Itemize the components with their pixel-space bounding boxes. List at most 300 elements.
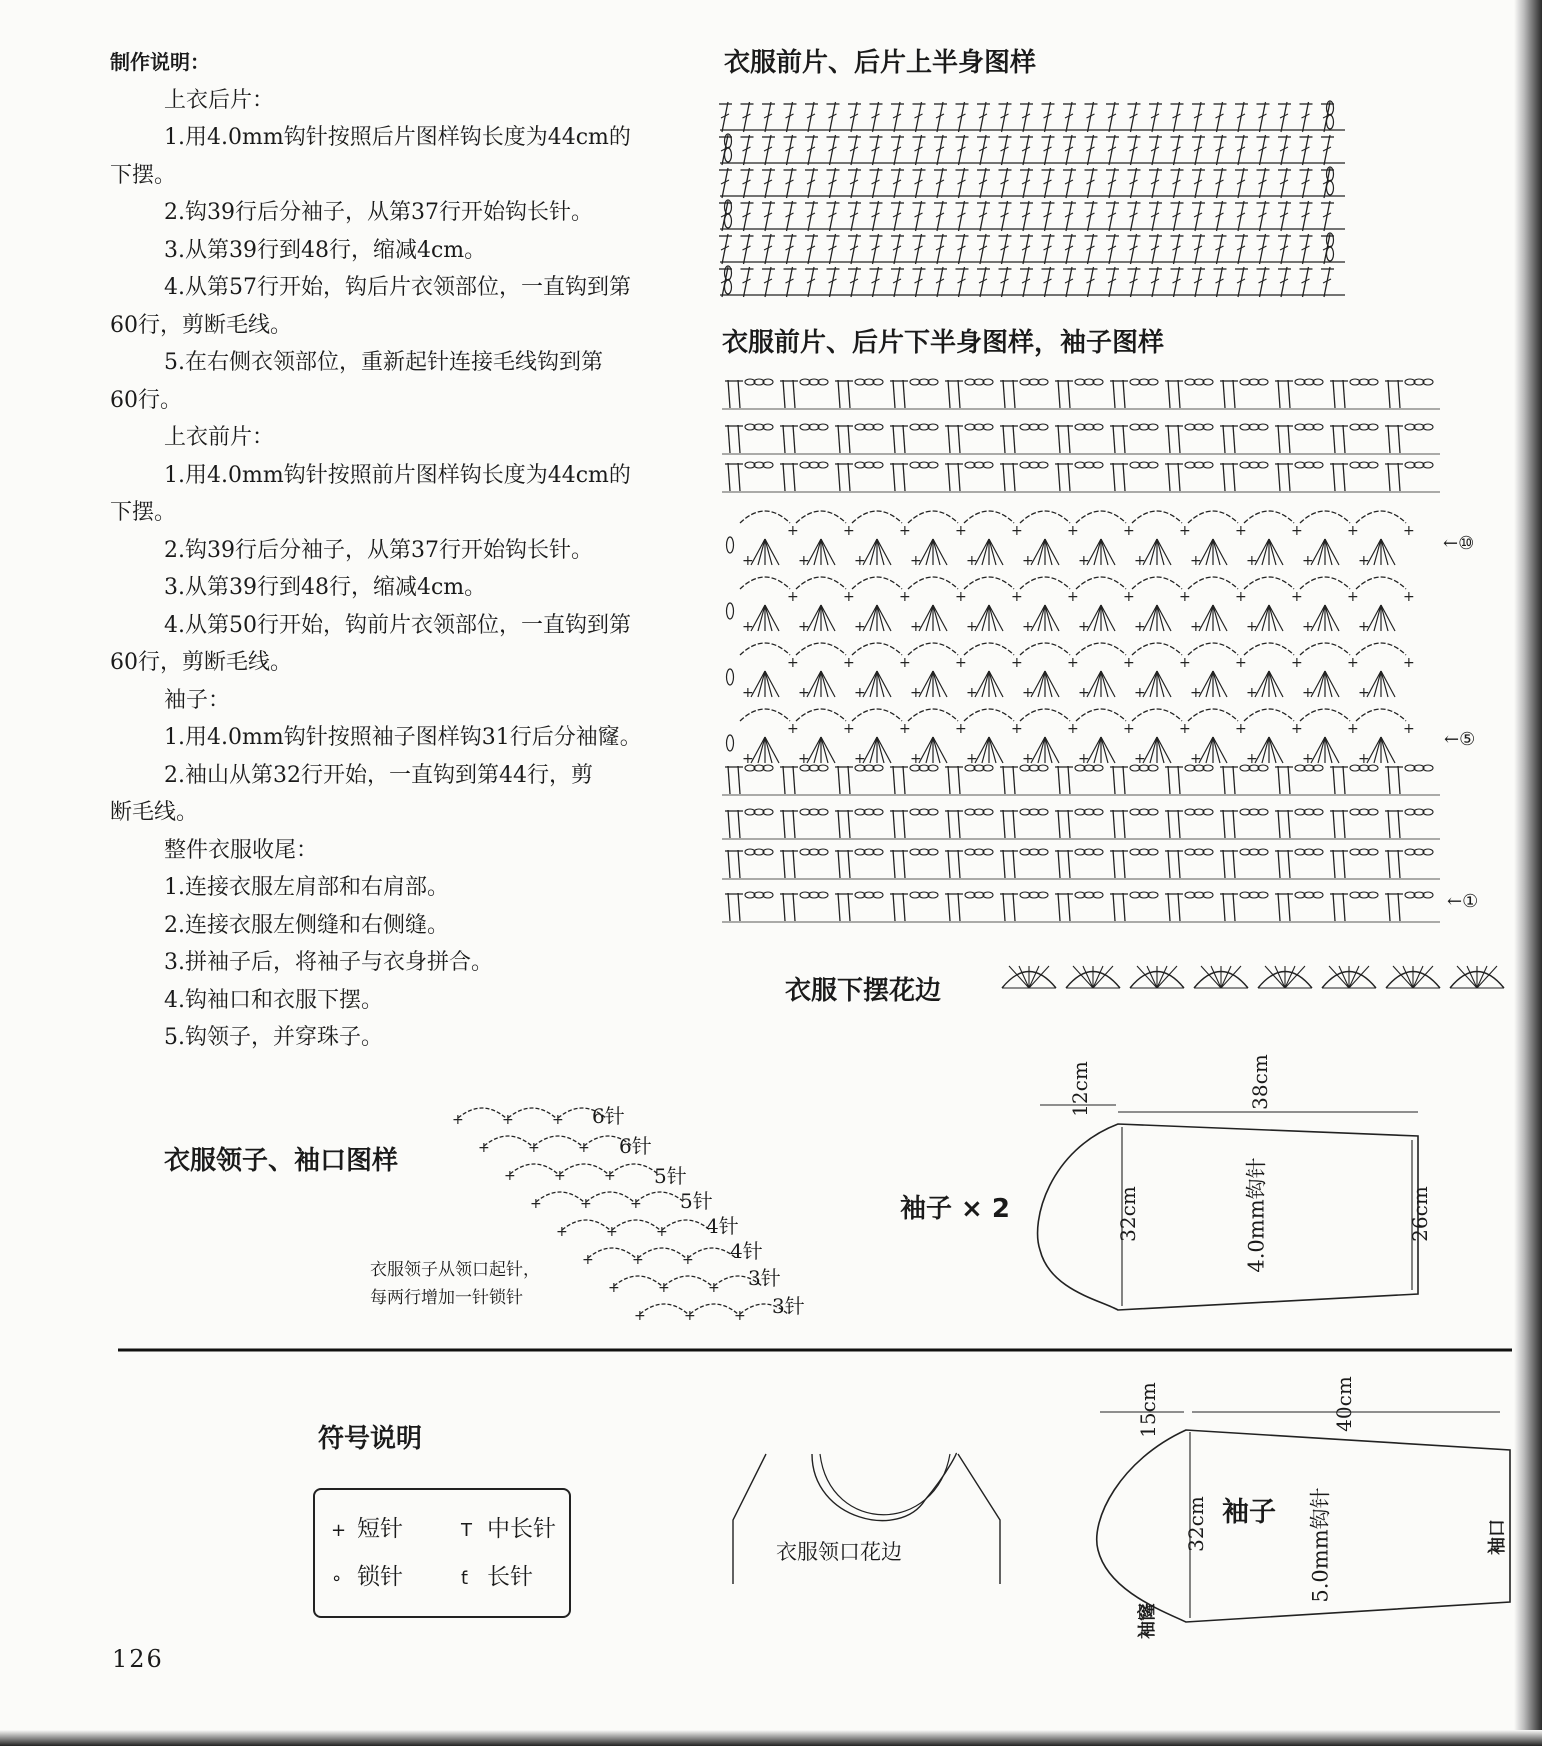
hem-shell-dc (1349, 966, 1359, 988)
dc-stitch (1123, 463, 1125, 491)
sc-mark: + (955, 589, 967, 605)
fan-dc (1206, 605, 1213, 631)
legend-dc: ƭ 长针 (461, 1564, 533, 1590)
dc-stitch (1233, 810, 1235, 838)
fan-dc (1381, 737, 1388, 763)
dc-stitch (1233, 463, 1235, 491)
dc-stitch (1288, 380, 1290, 408)
fan-dc (933, 539, 940, 565)
fan-dc (1325, 737, 1332, 763)
fan-dc (1101, 539, 1115, 565)
dc-stitch (1068, 850, 1070, 878)
sc-mark: + (1291, 523, 1303, 539)
dc-stitch (783, 463, 785, 491)
instruction-line: 60行，剪断毛线。 (110, 312, 292, 338)
fan-dc (1206, 737, 1213, 763)
sc-mark: + (1246, 751, 1258, 767)
sleeve1-dim-32cm: 32cm (1115, 1186, 1140, 1242)
fan-dc (765, 605, 779, 631)
collar-chain-arch (688, 1248, 736, 1258)
sc-mark: + (1011, 721, 1023, 737)
dc-stitch (893, 810, 895, 838)
turning-chain (727, 537, 734, 553)
sc-mark: + (843, 721, 855, 737)
sc-mark: + (1235, 655, 1247, 671)
dc-stitch (1278, 380, 1280, 408)
dc-stitch (1123, 425, 1125, 453)
dc-stitch (903, 850, 905, 878)
fan-dc (1206, 671, 1213, 697)
sc-mark: + (1134, 751, 1146, 767)
dc-stitch (903, 425, 905, 453)
dc-stitch (893, 463, 895, 491)
dc-stitch (1113, 850, 1115, 878)
dc-stitch (783, 850, 785, 878)
legend-hdc: T 中长针 (461, 1516, 556, 1542)
fan-dc (1374, 671, 1381, 697)
sc-mark: + (1022, 619, 1034, 635)
collar-chain-arch (664, 1276, 712, 1286)
page-number: 126 (112, 1645, 164, 1673)
sleeve2-hook-label: 5.0mm钩针 (1308, 1487, 1333, 1603)
hem-shell-dc (1029, 966, 1039, 988)
chain-arch (1020, 709, 1070, 721)
dc-stitch (1178, 463, 1180, 491)
fan-dc (1213, 605, 1220, 631)
fan-dc (821, 539, 835, 565)
hem-shell-dc (1029, 966, 1049, 988)
turning-chain (727, 603, 734, 619)
dc-stitch (1013, 380, 1015, 408)
collar-chain-arch (640, 1304, 688, 1314)
dc-stitch (1223, 380, 1225, 408)
chain-arch (1132, 577, 1182, 589)
dc-stitch (738, 766, 740, 794)
dc-stitch (1113, 463, 1115, 491)
fan-dc (1381, 605, 1395, 631)
dc-stitch (1123, 766, 1125, 794)
dc-stitch (1003, 380, 1005, 408)
dc-stitch (838, 463, 840, 491)
fan-dc (1094, 671, 1101, 697)
collar-chain-arch (662, 1220, 710, 1230)
dc-stitch (958, 810, 960, 838)
sc-mark: + (787, 655, 799, 671)
fan-dc (1213, 737, 1227, 763)
fan-dc (1381, 539, 1395, 565)
chain-arch (964, 511, 1014, 523)
sc-mark: + (1022, 751, 1034, 767)
fan-dc (1101, 671, 1115, 697)
hem-shell-dc (1221, 966, 1231, 988)
fan-dc (814, 671, 821, 697)
dc-stitch (738, 893, 740, 921)
fan-dc (1269, 737, 1276, 763)
dc-stitch (1288, 810, 1290, 838)
dc-stitch (1288, 766, 1290, 794)
sc-mark: + (658, 1280, 670, 1296)
collar-chain-arch (586, 1192, 634, 1202)
instruction-line: 2.袖山从第32行开始，一直钩到第44行，剪 (164, 762, 593, 788)
collar-count-1: 6针 (592, 1104, 625, 1128)
fan-dc (1381, 671, 1388, 697)
dc-stitch (1013, 893, 1015, 921)
dc-stitch (1058, 463, 1060, 491)
symbol-legend (313, 1488, 571, 1618)
dc-stitch (1398, 425, 1400, 453)
chain-arch (740, 709, 790, 721)
hem-shell-dc (1137, 966, 1157, 988)
hem-shell-dc (1093, 966, 1103, 988)
sc-mark: + (854, 553, 866, 569)
collar-chain-arch (560, 1164, 608, 1174)
fan-dc (814, 539, 821, 565)
sc-mark: + (1022, 685, 1034, 701)
sc-mark: + (798, 619, 810, 635)
dc-stitch (1223, 425, 1225, 453)
dc-stitch (848, 380, 850, 408)
dc-stitch (1233, 766, 1235, 794)
hem-shell-dc (1457, 966, 1477, 988)
fan-dc (982, 737, 989, 763)
dc-stitch (958, 850, 960, 878)
sc-mark: + (1123, 721, 1135, 737)
upper-pattern-title: 衣服前片、后片上半身图样 (724, 48, 1037, 78)
collar-count-4: 5针 (680, 1189, 713, 1213)
chain-arch (852, 511, 902, 523)
fan-dc (1325, 671, 1339, 697)
dc-stitch (1223, 766, 1225, 794)
fan-dc (1101, 605, 1108, 631)
fan-dc (1262, 605, 1269, 631)
collar-chain-arch (536, 1192, 584, 1202)
sc-mark: + (608, 1280, 620, 1296)
sc-mark: + (1347, 589, 1359, 605)
sc-mark: + (910, 685, 922, 701)
sc-mark: + (1067, 523, 1079, 539)
chain-arch (740, 511, 790, 523)
fan-dc (1374, 737, 1381, 763)
dc-stitch (1178, 380, 1180, 408)
fan-dc (1045, 605, 1052, 631)
dc-stitch (1223, 850, 1225, 878)
collar-count-7: 3针 (748, 1266, 781, 1290)
fan-dc (1269, 671, 1283, 697)
dc-stitch (1343, 425, 1345, 453)
chain-arch (1020, 577, 1070, 589)
dc-stitch (948, 893, 950, 921)
chain-arch (1188, 643, 1238, 655)
dc-stitch (838, 766, 840, 794)
sc-mark: + (1190, 619, 1202, 635)
fan-dc (1213, 539, 1220, 565)
dc-stitch (1068, 380, 1070, 408)
chain-arch (1244, 577, 1294, 589)
hem-shell-dc (1413, 966, 1423, 988)
sc-mark: + (1358, 751, 1370, 767)
dc-stitch (1168, 425, 1170, 453)
sc-mark: + (1179, 523, 1191, 539)
sc-mark: + (1011, 523, 1023, 539)
dc-stitch (838, 850, 840, 878)
sc-mark: + (582, 1252, 594, 1268)
neckline-edging-label: 衣服领口花边 (776, 1540, 902, 1564)
collar-chain-arch (610, 1164, 658, 1174)
dc-stitch (1113, 425, 1115, 453)
sc-mark: + (1403, 655, 1415, 671)
dc-stitch (1178, 425, 1180, 453)
fan-dc (1325, 737, 1339, 763)
sc-mark: + (556, 1224, 568, 1240)
dc-stitch (958, 893, 960, 921)
fan-dc (1038, 605, 1045, 631)
chain-arch (1300, 643, 1350, 655)
sc-mark: + (854, 685, 866, 701)
sc-mark: + (854, 619, 866, 635)
dc-stitch (1123, 893, 1125, 921)
chain-arch (1188, 577, 1238, 589)
fan-dc (1150, 671, 1157, 697)
dc-stitch (838, 425, 840, 453)
instruction-line: 1.用4.0mm钩针按照前片图样钩长度为44cm的 (164, 462, 631, 488)
sc-mark: + (1302, 685, 1314, 701)
hem-shell-dc (1083, 966, 1093, 988)
fan-dc (1150, 737, 1157, 763)
chain-arch (1132, 511, 1182, 523)
fan-dc (870, 671, 877, 697)
chain-arch (1076, 577, 1126, 589)
instruction-line: 上衣后片： (164, 87, 275, 113)
dc-stitch (1168, 810, 1170, 838)
legend-ch: ∘ 锁针 (331, 1564, 403, 1590)
dc-stitch (1398, 766, 1400, 794)
dc-stitch (1398, 850, 1400, 878)
fan-dc (989, 605, 1003, 631)
chain-arch (1020, 643, 1070, 655)
dc-stitch (728, 893, 730, 921)
hem-shell-dc (1285, 966, 1295, 988)
dc-stitch (1278, 850, 1280, 878)
dc-stitch (1233, 893, 1235, 921)
fan-dc (877, 539, 884, 565)
sc-mark: + (798, 751, 810, 767)
fan-dc (758, 605, 765, 631)
sc-mark: + (1123, 589, 1135, 605)
fan-dc (982, 605, 989, 631)
hem-shell-dc (1009, 966, 1029, 988)
dc-stitch (1178, 893, 1180, 921)
dc-stitch (838, 380, 840, 408)
fan-dc (933, 605, 940, 631)
dc-stitch (1343, 893, 1345, 921)
collar-chain-arch (614, 1276, 662, 1286)
collar-chain-arch (612, 1220, 660, 1230)
dc-stitch (1068, 810, 1070, 838)
fan-dc (1262, 539, 1269, 565)
chain-arch (796, 709, 846, 721)
fan-dc (926, 605, 933, 631)
hem-shell-dc (1093, 966, 1113, 988)
sc-mark: + (1123, 523, 1135, 539)
hem-shell-dc (1393, 966, 1413, 988)
dc-stitch (793, 893, 795, 921)
fan-dc (926, 737, 933, 763)
chain-arch (796, 577, 846, 589)
fan-dc (1157, 737, 1164, 763)
fan-dc (1157, 539, 1171, 565)
sleeve2-armhole-label: 袖窿 (1137, 1603, 1158, 1639)
dc-stitch (1178, 850, 1180, 878)
sc-mark: + (955, 655, 967, 671)
fan-dc (1213, 539, 1227, 565)
sc-mark: + (1011, 589, 1023, 605)
sc-mark: + (1291, 589, 1303, 605)
chain-arch (1132, 643, 1182, 655)
dc-stitch (1058, 810, 1060, 838)
hem-shell-dc (1403, 966, 1413, 988)
dc-stitch (848, 425, 850, 453)
sleeve2-cuff-label: 袖口 (1487, 1519, 1508, 1555)
fan-dc (1269, 539, 1276, 565)
fan-dc (1325, 539, 1339, 565)
dc-icon: ƭ (461, 1568, 469, 1589)
fan-dc (926, 671, 933, 697)
fan-dc (1381, 605, 1388, 631)
dc-stitch (848, 463, 850, 491)
sc-mark: + (708, 1280, 720, 1296)
fan-dc (765, 539, 779, 565)
fan-dc (877, 605, 891, 631)
hem-shell-dc (1211, 966, 1221, 988)
instruction-line: 60行，剪断毛线。 (110, 650, 292, 675)
collar-note-line-2: 每两行增加一针锁针 (370, 1288, 523, 1308)
fan-dc (758, 737, 765, 763)
sc-mark: + (530, 1196, 542, 1212)
dc-stitch (1113, 766, 1115, 794)
dc-stitch (1003, 463, 1005, 491)
turning-chain (727, 735, 734, 751)
instruction-line: 4.从第57行开始，钩后片衣领部位，一直钩到第 (164, 275, 631, 300)
fan-dc (989, 539, 996, 565)
dc-stitch (1013, 425, 1015, 453)
hem-shell-dc (1329, 966, 1349, 988)
chain-arch (964, 643, 1014, 655)
dc-stitch (1388, 893, 1390, 921)
dc-stitch (1223, 463, 1225, 491)
chain-arch (1300, 511, 1350, 523)
sc-mark: + (966, 553, 978, 569)
dc-stitch (903, 380, 905, 408)
sc-mark: + (684, 1308, 696, 1324)
instruction-line: 下摆。 (110, 162, 177, 188)
sc-mark: + (1190, 685, 1202, 701)
dc-stitch (1113, 893, 1115, 921)
fan-dc (1038, 737, 1045, 763)
chain-arch (852, 709, 902, 721)
sc-mark: + (452, 1112, 464, 1128)
fan-dc (933, 605, 947, 631)
dc-stitch (1123, 850, 1125, 878)
fan-dc (821, 605, 828, 631)
dc-stitch (783, 766, 785, 794)
dc-stitch (1058, 850, 1060, 878)
dc-stitch (948, 380, 950, 408)
fan-dc (926, 539, 933, 565)
dc-stitch (1013, 850, 1015, 878)
chain-arch (852, 643, 902, 655)
sc-mark: + (966, 619, 978, 635)
fan-dc (1094, 539, 1101, 565)
row-marker-5: ←⑤ (1444, 729, 1476, 750)
instruction-line: 4.从第50行开始，钩前片衣领部位，一直钩到第 (164, 612, 631, 638)
fan-dc (1045, 539, 1052, 565)
dc-stitch (738, 463, 740, 491)
fan-dc (1325, 605, 1332, 631)
instruction-line: 1.用4.0mm钩针按照袖子图样钩31行后分袖窿。 (164, 725, 642, 750)
dc-stitch (1333, 463, 1335, 491)
dc-stitch (893, 850, 895, 878)
hem-shell-dc (1349, 966, 1369, 988)
fan-dc (821, 737, 835, 763)
dc-stitch (1233, 425, 1235, 453)
sc-mark: + (1179, 655, 1191, 671)
dc-stitch (1343, 766, 1345, 794)
instruction-line: 下摆。 (110, 500, 177, 525)
plus-icon: + (331, 1520, 347, 1541)
dc-stitch (728, 810, 730, 838)
hem-shell-dc (1201, 966, 1221, 988)
sc-mark: + (1246, 619, 1258, 635)
sc-mark: + (742, 751, 754, 767)
dc-stitch (1278, 766, 1280, 794)
dc-stitch (1058, 766, 1060, 794)
dc-stitch (1388, 766, 1390, 794)
collar-chain-arch (508, 1108, 556, 1118)
row-marker-1: ←① (1447, 891, 1479, 912)
dc-stitch (893, 425, 895, 453)
fan-dc (765, 671, 772, 697)
instruction-line: 5.钩领子，并穿珠子。 (164, 1025, 383, 1050)
dc-stitch (1333, 380, 1335, 408)
hem-shell-dc (1477, 966, 1497, 988)
fan-dc (1157, 671, 1164, 697)
sc-mark: + (1246, 553, 1258, 569)
sc-mark: + (632, 1252, 644, 1268)
dc-stitch (903, 810, 905, 838)
fan-dc (1045, 737, 1059, 763)
collar-note-line-1: 衣服领子从领口起针， (370, 1260, 540, 1280)
dc-stitch (958, 425, 960, 453)
dc-stitch (738, 850, 740, 878)
sleeve1-dim-26cm: 26cm (1407, 1186, 1432, 1242)
fan-dc (1213, 605, 1227, 631)
fan-dc (821, 671, 835, 697)
fan-dc (1094, 737, 1101, 763)
fan-dc (877, 539, 891, 565)
fan-dc (989, 737, 996, 763)
dc-stitch (893, 380, 895, 408)
collar-chain-arch (458, 1108, 506, 1118)
dc-stitch (1333, 766, 1335, 794)
chain-arch (796, 511, 846, 523)
dc-stitch (793, 463, 795, 491)
turning-chain (725, 214, 732, 228)
dc-stitch (783, 810, 785, 838)
dc-stitch (1058, 893, 1060, 921)
hem-shell-dc (1285, 966, 1305, 988)
fan-dc (1262, 671, 1269, 697)
fan-dc (877, 605, 884, 631)
